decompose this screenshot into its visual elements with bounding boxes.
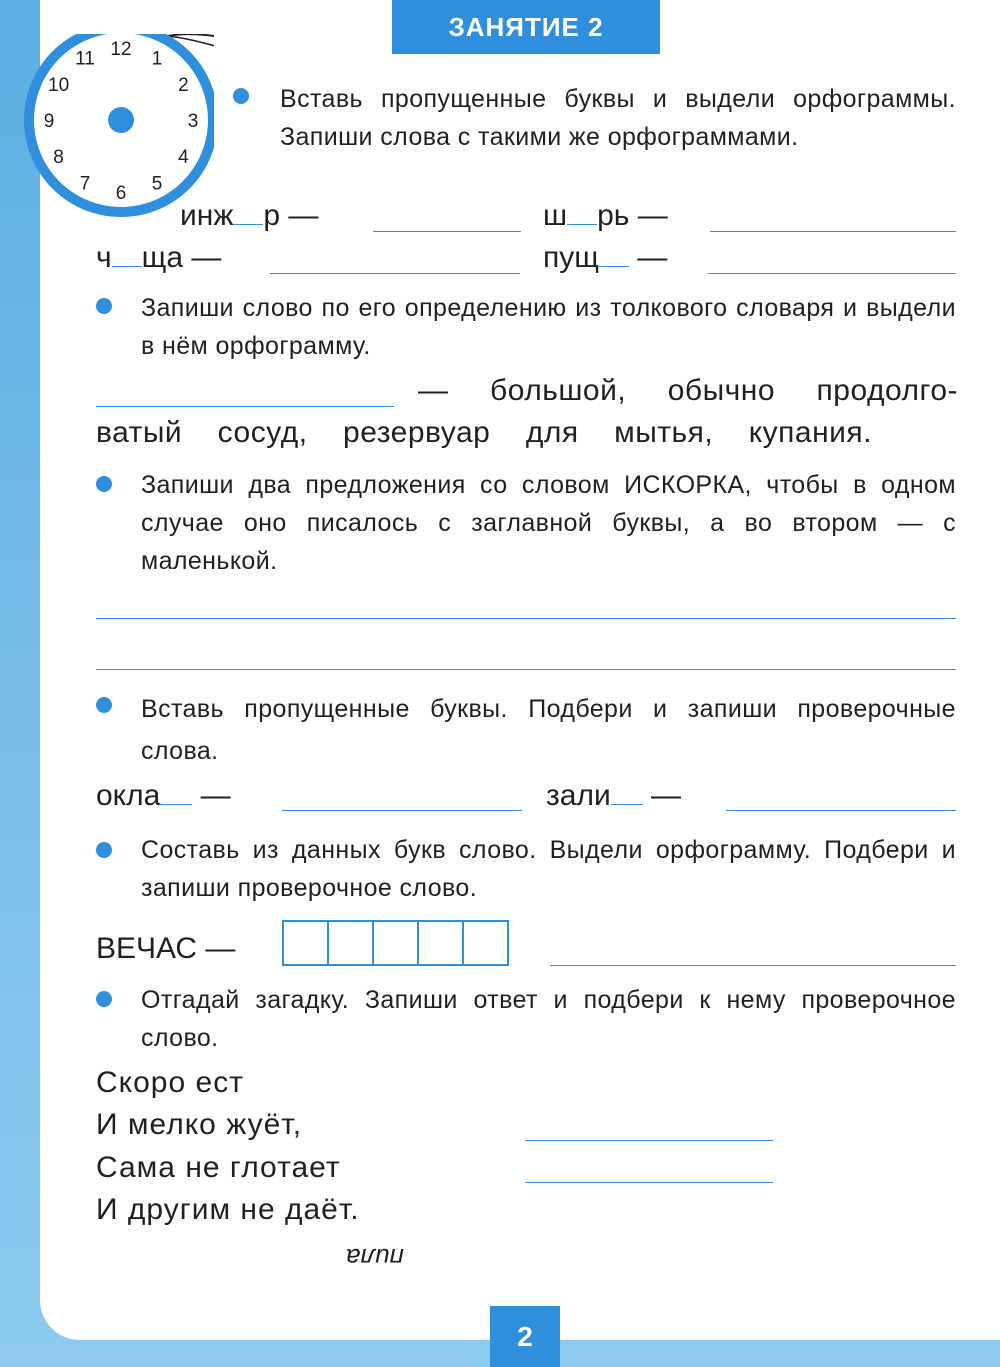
riddle-line: И мелко жуёт, — [96, 1108, 303, 1141]
bullet-icon — [233, 88, 249, 104]
answer-line[interactable] — [550, 965, 956, 966]
letter-box[interactable] — [462, 920, 509, 966]
clock-number: 7 — [79, 173, 91, 195]
word-part: рь — — [597, 199, 668, 232]
task1-instruction: Вставь пропущенные буквы и выдели орфограммы. Запиши слова с такими же орфограммами. — [280, 85, 956, 151]
answer-line[interactable] — [282, 810, 522, 811]
bullet-icon — [96, 298, 112, 314]
letter-gap[interactable] — [611, 778, 643, 805]
letter-gap[interactable] — [112, 240, 142, 267]
answer-line[interactable] — [96, 669, 956, 670]
letter-box[interactable] — [372, 920, 419, 966]
answer-line[interactable] — [708, 273, 956, 274]
word-part: пущ — [543, 241, 599, 274]
riddle-line: Сама не глотает — [96, 1151, 341, 1184]
answer-line[interactable] — [525, 1182, 773, 1183]
word-item — [543, 198, 668, 233]
clock-number: 4 — [178, 147, 189, 168]
clock-number: 6 — [115, 183, 127, 204]
clock-number: 9 — [43, 111, 55, 132]
word-part: ща — — [141, 241, 222, 274]
riddle-line: Скоро ест — [96, 1066, 244, 1099]
letter-box[interactable] — [417, 920, 464, 966]
riddle-line: И другим не даёт. — [96, 1193, 360, 1226]
letter-gap[interactable] — [233, 198, 263, 225]
task5-instruction: Составь из данных букв слово. Выдели орфограмму. Подбери и запиши проверочное слово. — [141, 836, 956, 902]
letter-gap[interactable] — [599, 240, 629, 267]
definition-line: ватый сосуд, резервуар для мытья, купания. — [96, 416, 872, 449]
task3-instruction: Запиши два предложения со словом ИСКОРКА, чтобы в одном случае оно писалось с заглавной буквы, а во втором — с маленькой. — [141, 471, 956, 575]
word-item — [543, 240, 667, 275]
answer-line[interactable] — [710, 231, 956, 232]
bullet-icon — [96, 842, 112, 858]
clock-number: 8 — [53, 147, 64, 168]
task4-instruction: Вставь пропущенные буквы. Подбери и запиши проверочные слова. — [141, 695, 956, 765]
word-part: — — [628, 241, 668, 274]
word-part: — — [642, 779, 682, 812]
word-part: ш — [543, 199, 568, 232]
clock-number: 5 — [151, 173, 163, 195]
clock-number: 1 — [151, 48, 163, 70]
page-number: 2 — [490, 1306, 560, 1367]
task6-instruction: Отгадай загадку. Запиши ответ и подбери к нему проверочное слово. — [141, 986, 956, 1052]
word-part: зали — [546, 779, 611, 812]
bullet-icon — [96, 476, 112, 492]
word-part: инж — [180, 199, 234, 232]
answer-line[interactable] — [96, 406, 394, 407]
bullet-icon — [96, 991, 112, 1007]
definition-line: — большой, обычно продолго- — [418, 374, 958, 407]
answer-line[interactable] — [525, 1140, 773, 1141]
answer-line[interactable] — [373, 231, 521, 232]
clock-number: 10 — [48, 75, 70, 96]
answer-line[interactable] — [96, 618, 956, 619]
bullet-icon — [96, 697, 112, 713]
word-item — [180, 198, 318, 233]
answer-line[interactable] — [270, 273, 520, 274]
task2-instruction: Запиши слово по его определению из толкового словаря и выдели в нём орфограмму. — [141, 294, 956, 360]
word-part: ч — [96, 241, 112, 274]
letter-gap[interactable] — [160, 778, 192, 805]
word-part: р — — [263, 199, 319, 232]
clock-icon — [18, 34, 214, 218]
riddle-answer: пила — [346, 1243, 404, 1273]
word-item — [96, 240, 221, 275]
word-item — [546, 778, 681, 813]
scrambled-letters: ВЕЧАС — — [96, 932, 236, 965]
word-item — [96, 778, 231, 813]
clock-number: 11 — [75, 48, 95, 70]
letter-box[interactable] — [327, 920, 374, 966]
word-part: — — [192, 779, 231, 812]
clock-number: 3 — [187, 111, 199, 132]
answer-line[interactable] — [726, 810, 956, 811]
word-part: окла — [96, 779, 161, 812]
letter-boxes — [284, 920, 509, 966]
lesson-header: ЗАНЯТИЕ 2 — [392, 0, 660, 54]
clock-number: 2 — [178, 75, 189, 96]
letter-box[interactable] — [282, 920, 329, 966]
letter-gap[interactable] — [567, 198, 597, 225]
clock-number: 12 — [110, 39, 132, 60]
